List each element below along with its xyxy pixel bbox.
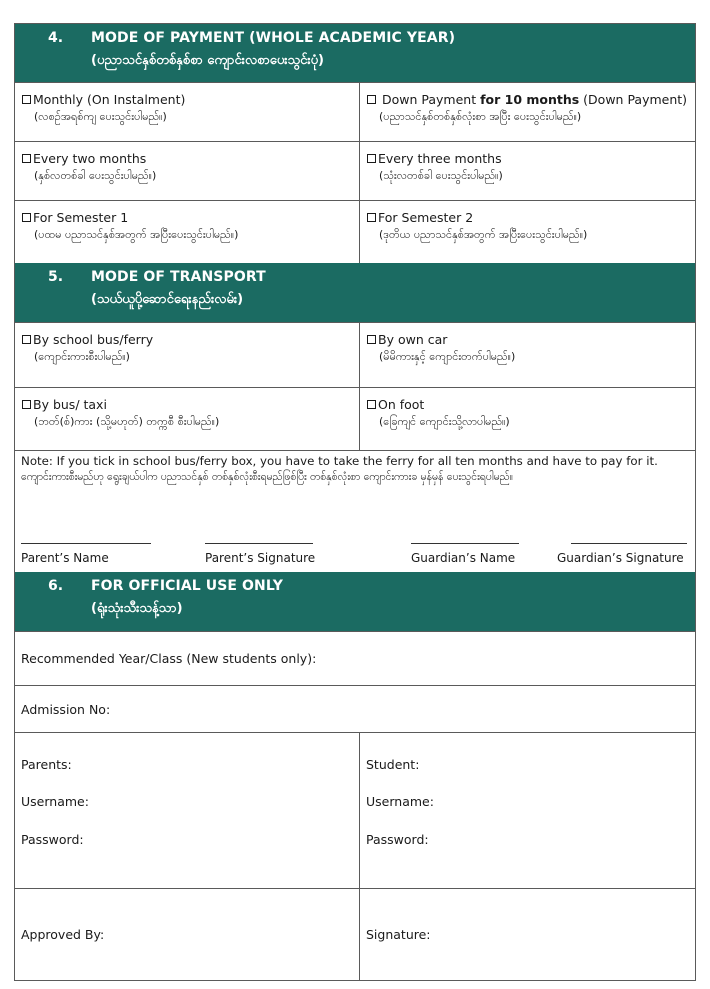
option-sub: (မိမိကားနှင့် ကျောင်းတက်ပါမည်။) — [379, 350, 516, 363]
section-5-title: MODE OF TRANSPORT — [91, 269, 266, 285]
option-sub: (ကျောင်းကားစီးပါမည်။) — [34, 350, 130, 363]
section-4-subtitle: (ပညာသင်နှစ်တစ်နှစ်စာ ကျောင်းလစာပေးသွင်းပုံ) — [91, 53, 325, 68]
payment-three-months-option[interactable] — [360, 142, 695, 200]
transport-row-1 — [14, 322, 696, 387]
option-sub: (ပညာသင်နှစ်တစ်နှစ်လုံးစာ အပြီး ပေးသွင်းပါမည်။) — [379, 110, 582, 123]
credentials-row — [14, 732, 696, 888]
parent-name-label: Parent’s Name — [21, 551, 109, 565]
checkbox-three-months[interactable] — [367, 154, 376, 163]
section-5-header — [14, 263, 696, 322]
option-label: For Semester 1 — [33, 210, 129, 225]
section-5-number: 5. — [48, 269, 64, 285]
checkbox-semester-1[interactable] — [22, 213, 31, 222]
option-sub: (သုံးလတစ်ခါ ပေးသွင်းပါမည်။) — [379, 169, 503, 182]
parent-signature-label: Parent’s Signature — [205, 551, 316, 565]
payment-row-3 — [14, 200, 696, 263]
parents-credentials[interactable] — [15, 733, 360, 888]
transport-on-foot-option[interactable] — [360, 388, 695, 450]
guardian-signature-line[interactable] — [571, 543, 687, 544]
checkbox-down-payment[interactable] — [367, 95, 376, 104]
section-4-title: MODE OF PAYMENT (WHOLE ACADEMIC YEAR) — [91, 30, 456, 46]
note-english: Note: If you tick in school bus/ferry box, you have to take the ferry for all ten months and have to pay for it. — [21, 454, 658, 468]
section-4-header — [14, 23, 696, 82]
option-sub: (ပထမ ပညာသင်နှစ်အတွက် အပြီးပေးသွင်းပါမည်။) — [34, 228, 239, 241]
recommended-class-field[interactable] — [14, 631, 696, 685]
option-label-pre: Down Payment — [378, 92, 481, 107]
approved-by-field[interactable] — [15, 889, 360, 980]
section-4-number: 4. — [48, 30, 64, 46]
parent-signature-line[interactable] — [205, 543, 313, 544]
signature-label: Signature: — [366, 927, 431, 942]
approval-row — [14, 888, 696, 981]
section-6-subtitle: (ရုံးသုံးသီးသန့်သာ) — [91, 601, 183, 616]
checkbox-semester-2[interactable] — [367, 213, 376, 222]
transport-row-2 — [14, 387, 696, 450]
checkbox-bus-taxi[interactable] — [22, 400, 31, 409]
checkbox-monthly[interactable] — [22, 95, 31, 104]
payment-two-months-option[interactable] — [15, 142, 360, 200]
approved-by-label: Approved By: — [21, 927, 105, 942]
payment-semester-2-option[interactable] — [360, 201, 695, 263]
guardian-name-label: Guardian’s Name — [411, 551, 516, 565]
parents-username-label: Username: — [21, 794, 89, 809]
student-password-label: Password: — [366, 832, 429, 847]
option-label: Monthly (On Instalment) — [33, 92, 186, 107]
option-label: By school bus/ferry — [33, 332, 154, 347]
recommended-class-label: Recommended Year/Class (New students only): — [21, 651, 317, 666]
note-myanmar: ကျောင်းကားစီးမည်ဟု ရွေးချယ်ပါက ပညာသင်နှစ် တစ်နှစ်လုံးစီးရမည်ဖြစ်ပြီး တစ်နှစ်လုံးစာ ကျောင်းကားခ မှန်မှန် ပေးသွင်းရပါမည်။ — [21, 471, 513, 483]
section-5-subtitle: (သယ်ယူပို့ဆောင်ရေးနည်းလမ်း) — [91, 292, 244, 307]
section-6-title: FOR OFFICIAL USE ONLY — [91, 578, 283, 594]
option-label: By own car — [378, 332, 448, 347]
checkbox-two-months[interactable] — [22, 154, 31, 163]
parents-password-label: Password: — [21, 832, 84, 847]
option-sub: (ခြေကျင် ကျောင်းသို့လာပါမည်။) — [379, 415, 510, 428]
option-label: For Semester 2 — [378, 210, 474, 225]
transport-school-bus-option[interactable] — [15, 323, 360, 387]
section-6-number: 6. — [48, 578, 64, 594]
transport-bus-taxi-option[interactable] — [15, 388, 360, 450]
parents-label: Parents: — [21, 757, 72, 772]
checkbox-school-bus[interactable] — [22, 335, 31, 344]
student-label: Student: — [366, 757, 420, 772]
payment-semester-1-option[interactable] — [15, 201, 360, 263]
option-label: By bus/ taxi — [33, 397, 107, 412]
checkbox-own-car[interactable] — [367, 335, 376, 344]
option-label-bold: for 10 months — [480, 92, 580, 107]
option-label-post: (Down Payment) — [579, 92, 688, 107]
student-username-label: Username: — [366, 794, 434, 809]
enrollment-form — [14, 23, 696, 981]
payment-monthly-option[interactable] — [15, 83, 360, 141]
option-sub: (ဘတ်(စ်)ကား (သို့မဟုတ်) တက္ကစီ စီးပါမည်။) — [34, 415, 220, 428]
parent-name-line[interactable] — [21, 543, 151, 544]
admission-no-field[interactable] — [14, 685, 696, 732]
option-label: Every three months — [378, 151, 502, 166]
signature-field[interactable] — [360, 889, 695, 980]
guardian-name-line[interactable] — [411, 543, 519, 544]
transport-note — [14, 450, 696, 572]
payment-row-2 — [14, 141, 696, 200]
payment-down-payment-option[interactable] — [360, 83, 695, 141]
checkbox-on-foot[interactable] — [367, 400, 376, 409]
student-credentials[interactable] — [360, 733, 695, 888]
section-6-header — [14, 572, 696, 631]
transport-own-car-option[interactable] — [360, 323, 695, 387]
option-sub: (နှစ်လတစ်ခါ ပေးသွင်းပါမည်။) — [34, 169, 157, 182]
guardian-signature-label: Guardian’s Signature — [557, 551, 684, 565]
option-label: On foot — [378, 397, 425, 412]
option-label: Every two months — [33, 151, 147, 166]
option-sub: (ဒုတိယ ပညာသင်နှစ်အတွက် အပြီးပေးသွင်းပါမည်။) — [379, 228, 588, 241]
admission-no-label: Admission No: — [21, 701, 111, 717]
option-sub: (လစဉ်အရစ်ကျ ပေးသွင်းပါမည်။) — [34, 110, 167, 123]
payment-row-1 — [14, 82, 696, 141]
